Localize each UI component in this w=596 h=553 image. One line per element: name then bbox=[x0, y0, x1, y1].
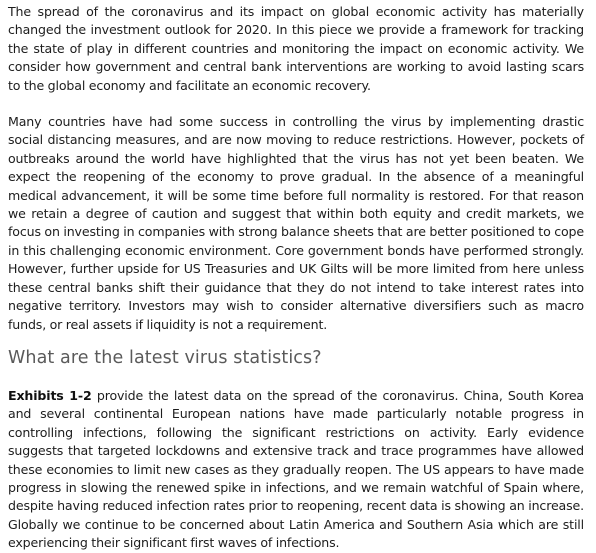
section-heading: What are the latest virus statistics? bbox=[8, 347, 322, 368]
document-page bbox=[8, 3, 584, 553]
exhibits-paragraph-body: provide the latest data on the spread of the coronavirus. China, South Korea and several continental European nations have made particularly notable progress in controlling infections, following the significant restrictions on activity. Early evidence suggests that targeted lockdowns and extensive track and trace programmes have allowed these economies to limit new cases as they gradually reopen. The US appears to have made progress in slowing the renewed spike in infections, and we remain watchful of Spain where, despite having reduced infection rates prior to reopening, recent data is showing an increase. Globally we continue to be concerned about Latin America and Southern Asia which are still experiencing their significant first waves of infections. bbox=[8, 387, 584, 551]
exhibits-reference: Exhibits 1-2 bbox=[8, 387, 92, 403]
intro-paragraph: The spread of the coronavirus and its impact on global economic activity has materially changed the investment outlook for 2020. In this piece we provide a framework for tracking the state of play in different countries and monitoring the impact on economic activity. We consider how government and central bank interventions are working to avoid lasting scars to the global economy and facilitate an economic recovery. bbox=[8, 4, 584, 93]
exhibits-paragraph bbox=[8, 387, 584, 553]
outlook-paragraph: Many countries have had some success in controlling the virus by implementing drastic social distancing measures, and are now moving to reduce restrictions. However, pockets of outbreaks around the world have highlighted that the virus has not yet been beaten. We expect the reopening of the economy to prove gradual. In the absence of a meaningful medical advancement, it will be some time before full normality is restored. For that reason we retain a degree of caution and suggest that within both equity and credit markets, we focus on investing in companies with strong balance sheets that are better positioned to cope in this challenging economic environment. Core government bonds have performed strongly. However, further upside for US Treasuries and UK Gilts will be more limited from here unless these central banks shift their guidance that they do not intend to take interest rates into negative territory. Investors may wish to consider alternative diversifiers such as macro funds, or real assets if liquidity is not a requirement. bbox=[8, 114, 584, 332]
